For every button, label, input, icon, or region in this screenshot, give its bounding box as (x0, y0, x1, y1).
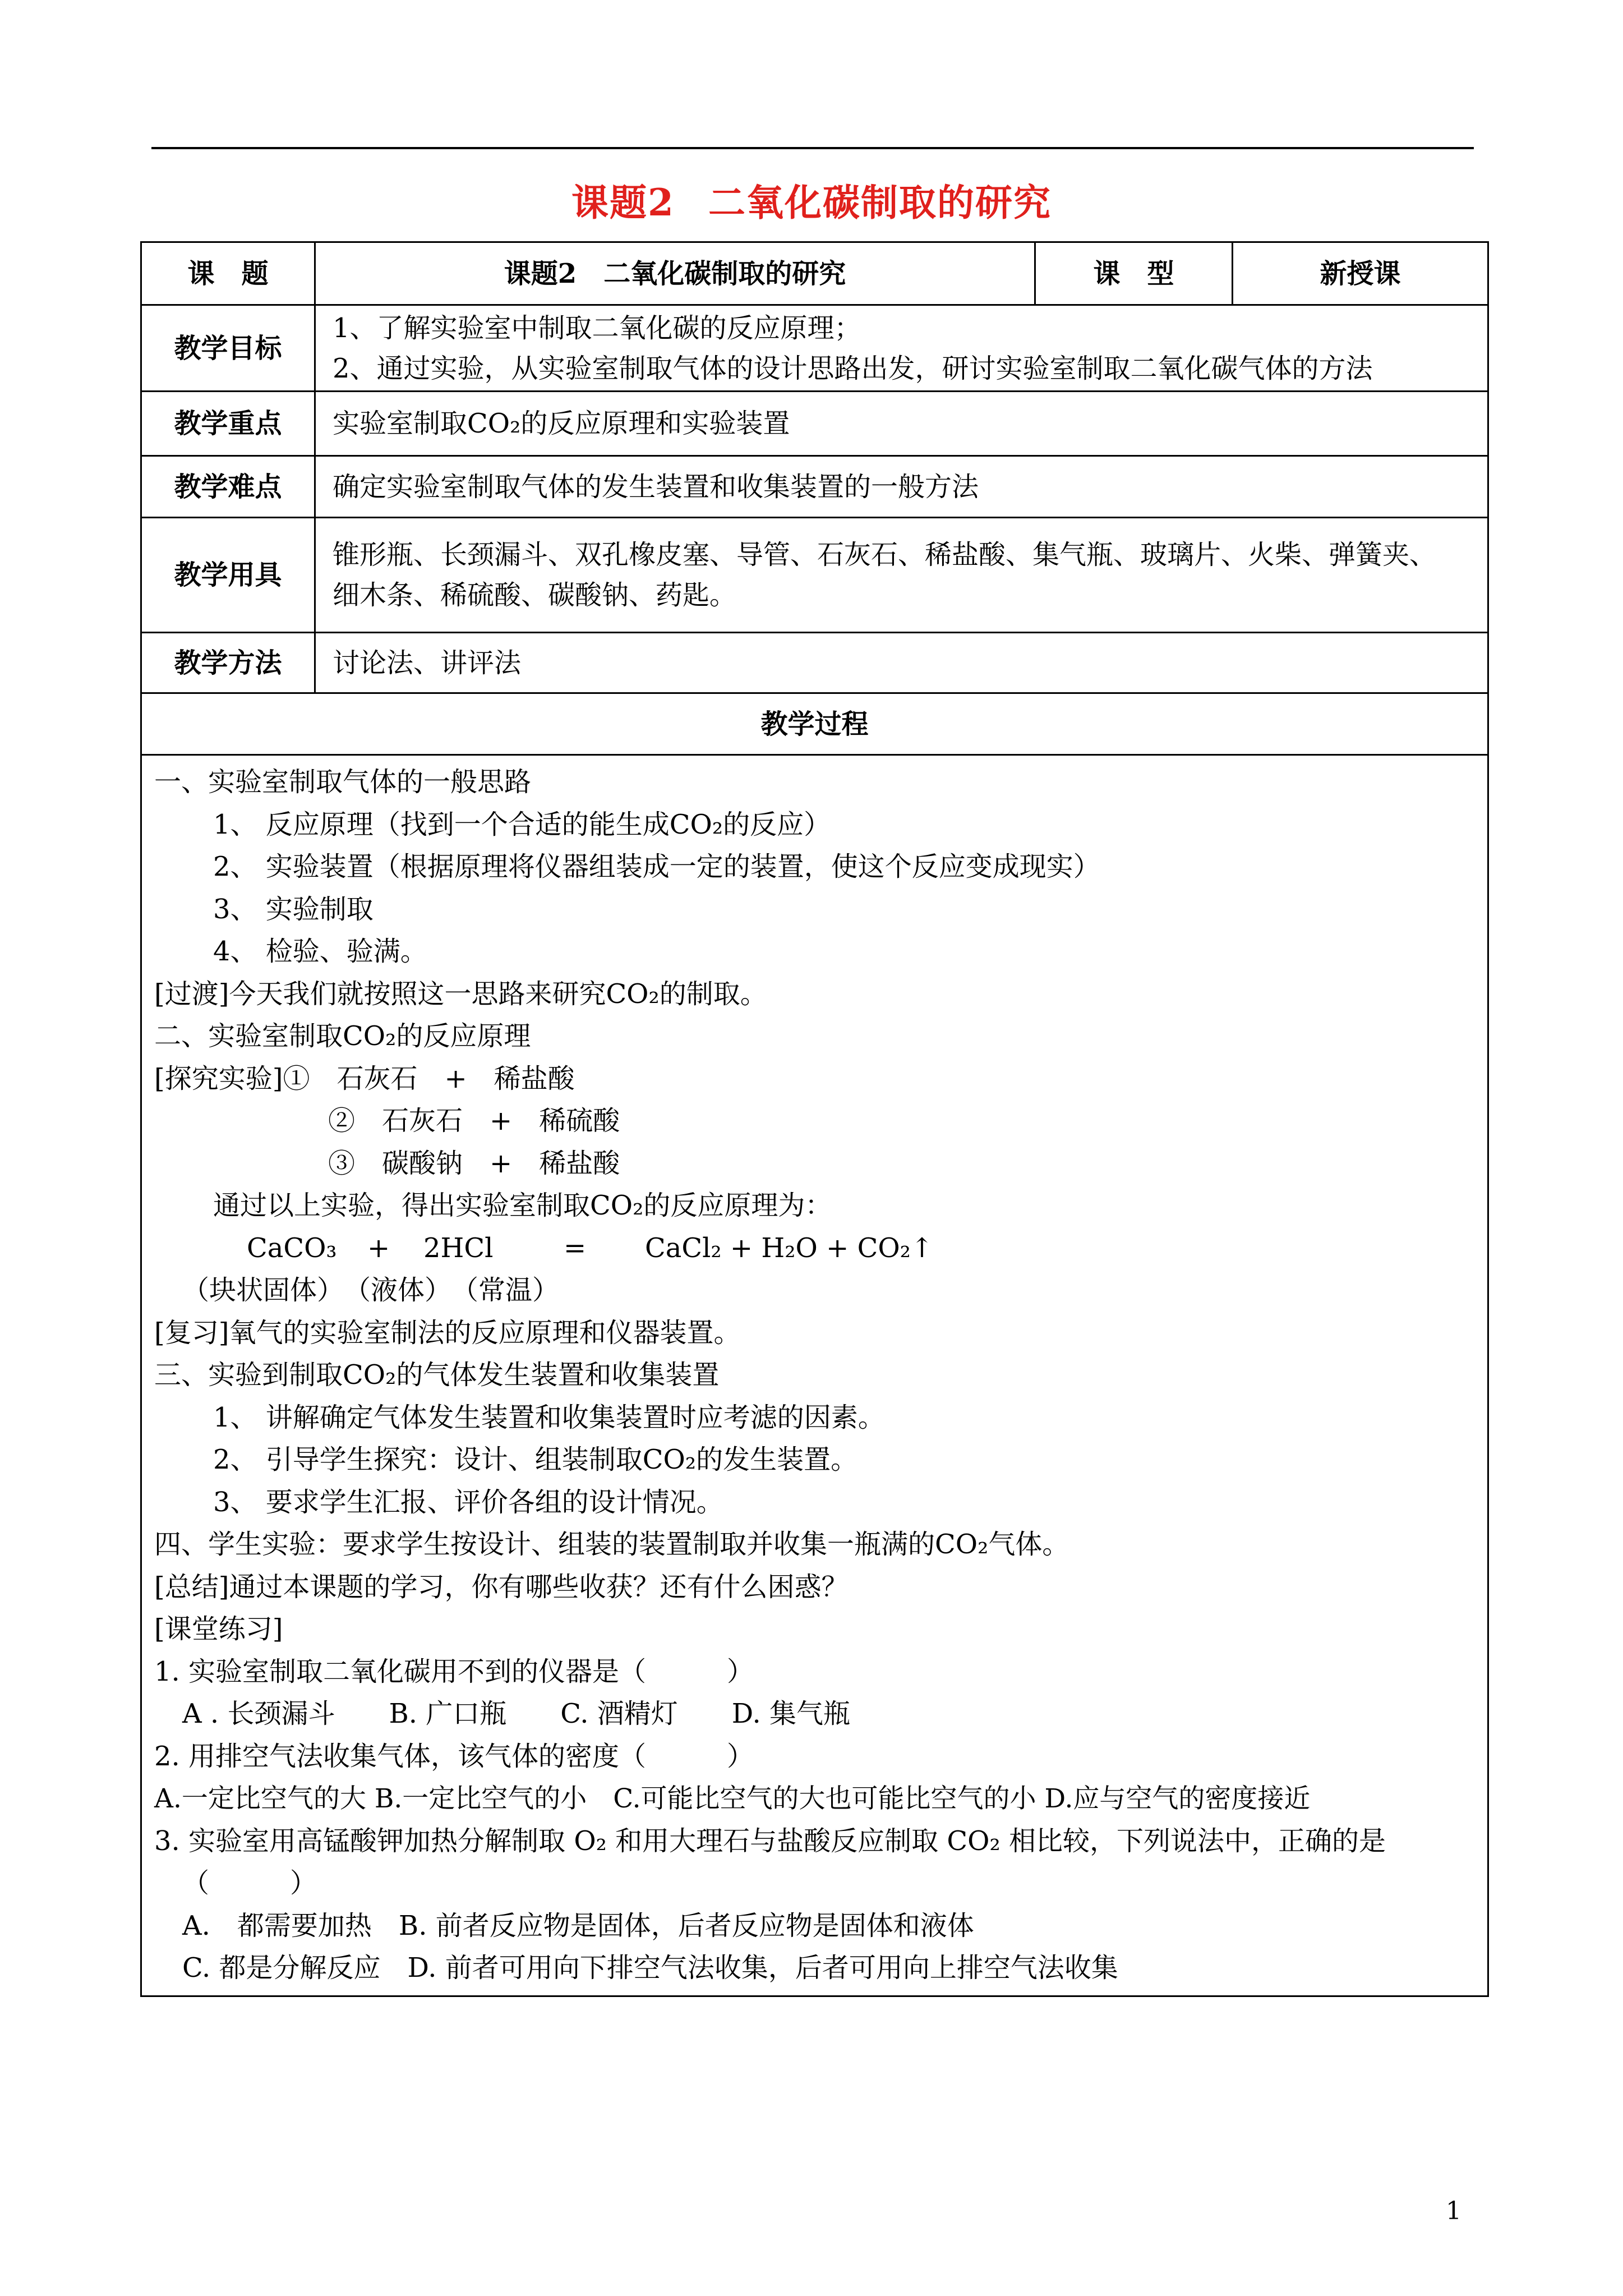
objectives-content (315, 305, 1488, 392)
exercise-question-1: 1. 实验室制取二氧化碳用不到的仪器是（ ） (154, 1655, 754, 1687)
objective-line-1: 1、了解实验室中制取二氧化碳的反应原理； (333, 312, 861, 344)
process-line: 2、 实验装置（根据原理将仪器组装成一定的装置，使这个反应变成现实） (213, 851, 1100, 882)
process-line: ② 石灰石 + 稀硫酸 (328, 1105, 620, 1137)
objective-line-2: 2、通过实验，从实验室制取气体的设计思路出发，研讨实验室制取二氧化碳气体的方法 (333, 352, 1373, 384)
exercise-question-2: 2. 用排空气法收集气体，该气体的密度（ ） (154, 1740, 754, 1772)
row-difficulties (141, 456, 1488, 518)
process-line: [总结]通过本课题的学习，你有哪些收获？还有什么困惑？ (154, 1571, 849, 1603)
row-process (141, 755, 1488, 1996)
eq-reactant-2: 2HCl (423, 1232, 494, 1264)
process-line: 四、学生实验：要求学生按设计、组装的装置制取并收集一瓶满的CO₂气体。 (154, 1529, 1069, 1560)
process-line: 二、实验室制取CO₂的反应原理 (154, 1020, 531, 1052)
row-objectives (141, 305, 1488, 392)
tools-line-1: 锥形瓶、长颈漏斗、双孔橡皮塞、导管、石灰石、稀盐酸、集气瓶、玻璃片、火柴、弹簧夹、 (333, 539, 1437, 570)
exercise-options-3a: A. 都需要加热 B. 前者反应物是固体，后者反应物是固体和液体 (182, 1910, 974, 1941)
page-title (0, 173, 1623, 226)
eq-reactant-1: CaCO₃ (247, 1232, 337, 1264)
tools-line-2: 细木条、稀硫酸、碳酸钠、药匙。 (333, 579, 737, 611)
process-line: 3、 要求学生汇报、评价各组的设计情况。 (213, 1486, 723, 1518)
label-tools: 教学用具 (141, 518, 315, 633)
process-line: 1、 讲解确定气体发生装置和收集装置时应考滤的因素。 (213, 1401, 885, 1433)
difficulties-content: 确定实验室制取气体的发生装置和收集装置的一般方法 (315, 456, 1488, 518)
process-line: 4、 检验、验满。 (213, 936, 427, 967)
methods-content: 讨论法、讲评法 (315, 633, 1488, 693)
exercise-options-3b: C. 都是分解反应 D. 前者可用向下排空气法收集，后者可用向上排空气法收集 (182, 1952, 1118, 1984)
process-line: ③ 碳酸钠 + 稀盐酸 (328, 1147, 620, 1179)
process-line: （块状固体） （液体） （常温） (182, 1274, 560, 1306)
type-value: 新授课 (1233, 242, 1488, 305)
label-methods: 教学方法 (141, 633, 315, 693)
process-line: 三、实验到制取CO₂的气体发生装置和收集装置 (154, 1359, 720, 1391)
exercise-options-2: A.一定比空气的大 B.一定比空气的小 C.可能比空气的大也可能比空气的小 D.应与空气的密度接近 (154, 1783, 1311, 1814)
eq-plus: + (367, 1232, 390, 1264)
process-line: 通过以上实验，得出实验室制取CO₂的反应原理为： (213, 1190, 832, 1221)
exercise-options-1: A . 长颈漏斗 B. 广口瓶 C. 酒精灯 D. 集气瓶 (182, 1698, 851, 1729)
header-row (141, 242, 1488, 305)
tools-content (315, 518, 1488, 633)
exercise-question-3-blank: （ ） (182, 1867, 317, 1899)
title-prefix: 课题2 (571, 181, 675, 224)
header-rule (151, 147, 1474, 149)
label-objectives: 教学目标 (141, 305, 315, 392)
label-key-points: 教学重点 (141, 392, 315, 456)
process-line: [探究实验]① 石灰石 + 稀盐酸 (154, 1062, 575, 1094)
label-topic: 课 题 (141, 242, 315, 305)
process-line: [复习]氧气的实验室制法的反应原理和仪器装置。 (154, 1317, 741, 1349)
process-content (141, 755, 1488, 1996)
eq-products: CaCl₂ + H₂O + CO₂↑ (645, 1232, 934, 1264)
reaction-equation (154, 1227, 1470, 1270)
label-type: 课 型 (1035, 242, 1233, 305)
process-line: [课堂练习] (154, 1613, 283, 1645)
title-main: 二氧化碳制取的研究 (708, 181, 1052, 224)
process-line: 3、 实验制取 (213, 893, 374, 925)
process-line: [过渡]今天我们就按照这一思路来研究CO₂的制取。 (154, 978, 767, 1010)
topic-value: 课题2 二氧化碳制取的研究 (315, 242, 1035, 305)
exercise-question-3: 3. 实验室用高锰酸钾加热分解制取 O₂ 和用大理石与盐酸反应制取 CO₂ 相比较，下列说法中，正确的是 (154, 1825, 1386, 1857)
row-methods (141, 633, 1488, 693)
process-heading: 教学过程 (141, 693, 1488, 755)
row-tools (141, 518, 1488, 633)
process-line: 2、 引导学生探究：设计、组装制取CO₂的发生装置。 (213, 1444, 858, 1475)
process-line: 一、实验室制取气体的一般思路 (154, 766, 532, 798)
row-key-points (141, 392, 1488, 456)
eq-equals: = (564, 1232, 587, 1264)
page-number: 1 (1446, 2197, 1461, 2225)
process-line: 1、 反应原理（找到一个合适的能生成CO₂的反应） (213, 808, 831, 840)
label-difficulties: 教学难点 (141, 456, 315, 518)
key-points-content: 实验室制取CO₂的反应原理和实验装置 (315, 392, 1488, 456)
lesson-plan-table (140, 241, 1489, 1997)
row-process-heading (141, 693, 1488, 755)
